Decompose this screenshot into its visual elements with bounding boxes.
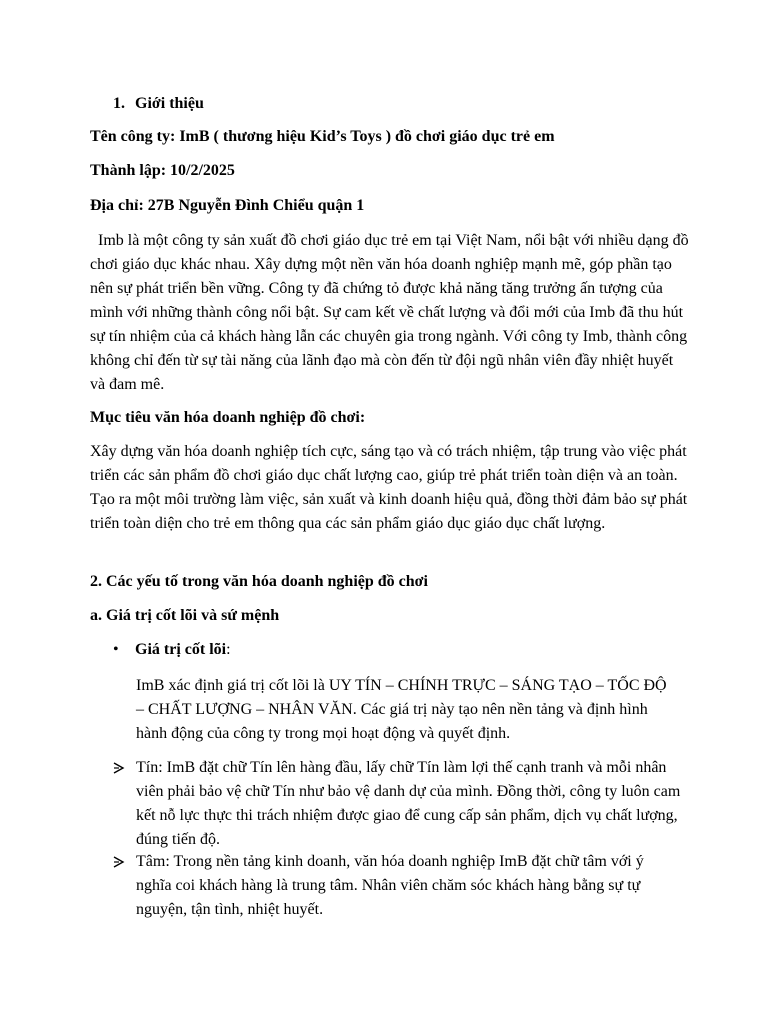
address-line: Địa chỉ: 27B Nguyễn Đình Chiểu quận 1	[90, 197, 365, 214]
company-name-line: Tên công ty: ImB ( thương hiệu Kid’s Toys ) đồ chơi giáo dục trẻ em	[90, 128, 555, 145]
bullet-icon: •	[113, 641, 119, 658]
section-1-heading	[113, 92, 204, 116]
section-1-number: 1.	[113, 95, 125, 112]
arrow-list-item	[113, 850, 683, 922]
section-2a-heading: a. Giá trị cốt lõi và sứ mệnh	[90, 607, 280, 624]
culture-goal-paragraph: Xây dựng văn hóa doanh nghiệp tích cực, sáng tạo và có trách nhiệm, tập trung vào việc phát triển các sản phẩm đồ chơi giáo dục chất lượng cao, giúp trẻ phát triển toàn diện và an toàn. Tạo ra một môi trường làm việc, sản xuất và kinh doanh hiệu quả, đồng thời đảm bảo sự phát triển toàn diện cho trẻ em thông qua các sản phẩm giáo dục giáo dục chất lượng.	[90, 443, 688, 532]
core-values-colon: :	[226, 641, 231, 658]
arrow-item-text: Tâm: Trong nền tảng kinh doanh, văn hóa doanh nghiệp ImB đặt chữ tâm với ý nghĩa coi khách hàng là trung tâm. Nhân viên chăm sóc khách hàng bằng sự tự nguyện, tận tình, nhiệt huyết.	[136, 853, 644, 918]
founded-line: Thành lập: 10/2/2025	[90, 162, 235, 179]
section-1-title: Giới thiệu	[135, 95, 204, 112]
arrow-list-item	[113, 756, 683, 852]
arrow-bullet-icon	[113, 850, 133, 874]
core-values-label: Giá trị cốt lõi	[135, 641, 227, 658]
section-2-heading: 2. Các yếu tố trong văn hóa doanh nghiệp đồ chơi	[90, 573, 428, 590]
culture-goal-heading: Mục tiêu văn hóa doanh nghiệp đồ chơi:	[90, 409, 366, 426]
arrow-bullet-icon	[113, 756, 133, 780]
intro-paragraph: Imb là một công ty sản xuất đồ chơi giáo dục trẻ em tại Việt Nam, nổi bật với nhiều dạng đồ chơi giáo dục khác nhau. Xây dựng một nền văn hóa doanh nghiệp mạnh mẽ, góp phần tạo nên sự phát triển bền vững. Công ty đã chứng tỏ được khả năng tăng trưởng ấn tượng của mình với những thành công nổi bật. Sự cam kết về chất lượng và đổi mới của Imb đã thu hút sự tín nhiệm của cả khách hàng lẫn các chuyên gia trong ngành. Với công ty Imb, thành công không chỉ đến từ sự tài năng của lãnh đạo mà còn đến từ đội ngũ nhân viên đầy nhiệt huyết và đam mê.	[90, 232, 693, 393]
arrow-item-text: Tín: ImB đặt chữ Tín lên hàng đầu, lấy chữ Tín làm lợi thế cạnh tranh và mỗi nhân viên phải bảo vệ chữ Tín như bảo vệ danh dự của mình. Đồng thời, công ty luôn cam kết nỗ lực thực thi trách nhiệm được giao để cung cấp sản phẩm, dịch vụ chất lượng, đúng tiến độ.	[136, 759, 681, 848]
core-values-paragraph: ImB xác định giá trị cốt lõi là UY TÍN – CHÍNH TRỰC – SÁNG TẠO – TỐC ĐỘ – CHẤT LƯỢNG – NHÂN VĂN. Các giá trị này tạo nên nền tảng và định hình hành động của công ty trong mọi hoạt động và quyết định.	[136, 677, 667, 742]
core-values-bullet	[113, 638, 231, 662]
